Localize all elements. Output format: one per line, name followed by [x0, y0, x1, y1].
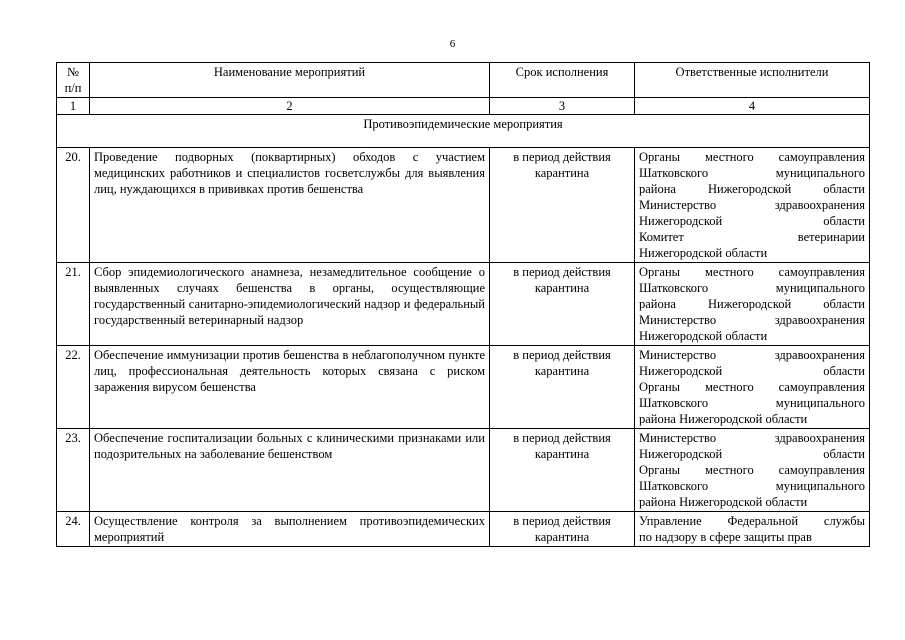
responsible-line: Комитет ветеринарии — [639, 230, 865, 244]
responsible-executors — [635, 263, 870, 346]
responsible-line: Шатковского муниципального — [639, 166, 865, 180]
header-name: Наименование мероприятий — [90, 63, 490, 98]
column-number: 2 — [90, 98, 490, 115]
measure-name: Обеспечение госпитализации больных с клиническими признаками или подозрительных на заболевание бешенством — [90, 429, 490, 512]
responsible-executors — [635, 429, 870, 512]
responsible-line: Министерство здравоохранения — [639, 313, 865, 327]
header-term: Срок исполнения — [490, 63, 635, 98]
responsible-line: по надзору в сфере защиты прав — [639, 530, 812, 544]
measure-term: в период действия карантина — [490, 429, 635, 512]
table-row — [57, 148, 870, 263]
measure-term: в период действия карантина — [490, 512, 635, 547]
responsible-line: Органы местного самоуправления — [639, 380, 865, 394]
responsible-line: Нижегородской области — [639, 364, 865, 378]
row-number: 24. — [57, 512, 90, 547]
measure-term: в период действия карантина — [490, 148, 635, 263]
table-row — [57, 429, 870, 512]
header-row — [57, 63, 870, 98]
section-title: Противоэпидемические мероприятия — [57, 115, 870, 148]
page-number: 6 — [449, 38, 456, 50]
responsible-line: Органы местного самоуправления — [639, 150, 865, 164]
table-row — [57, 512, 870, 547]
header-num: № п/п — [57, 63, 90, 98]
responsible-executors — [635, 148, 870, 263]
responsible-line: Нижегородской области — [639, 447, 865, 461]
responsible-line: Министерство здравоохранения — [639, 198, 865, 212]
responsible-line: Нижегородской области — [639, 329, 768, 343]
measure-name: Осуществление контроля за выполнением противоэпидемических мероприятий — [90, 512, 490, 547]
column-number: 4 — [635, 98, 870, 115]
responsible-line: Органы местного самоуправления — [639, 463, 865, 477]
header-resp: Ответственные исполнители — [635, 63, 870, 98]
responsible-line: Органы местного самоуправления — [639, 265, 865, 279]
measure-name: Проведение подворных (поквартирных) обходов с участием медицинских работников и специалистов госветслужбы для выявления лиц, нуждающихся в прививках против бешенства — [90, 148, 490, 263]
responsible-line: района Нижегородской области — [639, 182, 865, 196]
table-row — [57, 346, 870, 429]
measure-name: Сбор эпидемиологического анамнеза, незамедлительное сообщение о выявленных случаях бешенства в органы, осуществляющие государственный санитарно-эпидемиологический надзор и федеральный государственный ветеринарный надзор — [90, 263, 490, 346]
measure-name: Обеспечение иммунизации против бешенства в неблагополучном пункте лиц, профессиональная деятельность которых связана с риском заражения вирусом бешенства — [90, 346, 490, 429]
measures-table — [56, 62, 870, 547]
row-number: 20. — [57, 148, 90, 263]
responsible-line: Управление Федеральной службы — [639, 514, 865, 528]
responsible-executors — [635, 512, 870, 547]
responsible-line: района Нижегородской области — [639, 412, 808, 426]
column-number-row — [57, 98, 870, 115]
section-row — [57, 115, 870, 148]
column-number: 1 — [57, 98, 90, 115]
row-number: 23. — [57, 429, 90, 512]
responsible-line: района Нижегородской области — [639, 297, 865, 311]
responsible-line: района Нижегородской области — [639, 495, 808, 509]
responsible-line: Шатковского муниципального — [639, 479, 865, 493]
measure-term: в период действия карантина — [490, 346, 635, 429]
row-number: 21. — [57, 263, 90, 346]
table-row — [57, 263, 870, 346]
row-number: 22. — [57, 346, 90, 429]
measure-term: в период действия карантина — [490, 263, 635, 346]
column-number: 3 — [490, 98, 635, 115]
responsible-line: Министерство здравоохранения — [639, 348, 865, 362]
responsible-executors — [635, 346, 870, 429]
responsible-line: Шатковского муниципального — [639, 281, 865, 295]
responsible-line: Нижегородской области — [639, 246, 768, 260]
responsible-line: Нижегородской области — [639, 214, 865, 228]
responsible-line: Министерство здравоохранения — [639, 431, 865, 445]
responsible-line: Шатковского муниципального — [639, 396, 865, 410]
